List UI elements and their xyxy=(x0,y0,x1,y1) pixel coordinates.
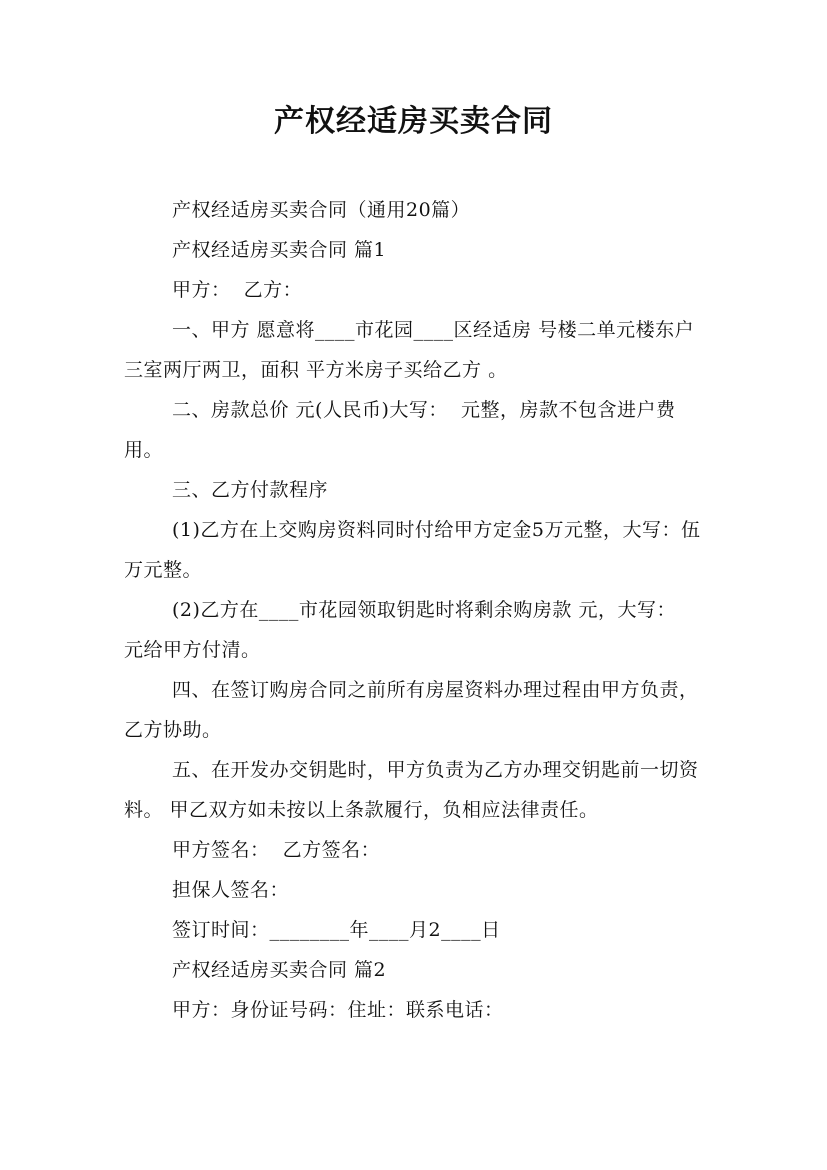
paragraph-party-a-info: 甲方：身份证号码：住址：联系电话： xyxy=(172,999,504,1021)
paragraph-signatures: 甲方签名： 乙方签名： xyxy=(172,839,381,861)
paragraph-clause-2: 二、房款总价 元(人民币)大写： 元整，房款不包含进户费用。 xyxy=(124,399,676,461)
document-body xyxy=(124,190,704,1030)
paragraph-signing-date: 签订时间：________年____月2____日 xyxy=(172,919,501,941)
paragraph-clause-1: 一、甲方 愿意将____市花园____区经适房 号楼二单元楼东户三室两厅两卫，面积 平方米房子买给乙方 。 xyxy=(124,319,695,381)
paragraph-clause-4: 四、在签订购房合同之前所有房屋资料办理过程由甲方负责，乙方协助。 xyxy=(124,679,699,741)
paragraph-section-heading-1: 产权经适房买卖合同 篇1 xyxy=(172,239,387,261)
paragraph-clause-3: 三、乙方付款程序 xyxy=(172,479,329,501)
paragraph-clause-3-item-2: (2)乙方在____市花园领取钥匙时将剩余购房款 元，大写： 元给甲方付清。 xyxy=(124,599,690,661)
paragraph-parties: 甲方： 乙方： xyxy=(172,279,303,301)
paragraph-clause-5: 五、在开发办交钥匙时，甲方负责为乙方办理交钥匙前一切资料。 甲乙双方如未按以上条款履行，负相应法律责任。 xyxy=(124,759,699,821)
document-title: 产权经适房买卖合同 xyxy=(274,104,553,139)
paragraph-clause-3-item-1: (1)乙方在上交购房资料同时付给甲方定金5万元整，大写：伍万元整。 xyxy=(124,519,701,581)
paragraph-section-heading-2: 产权经适房买卖合同 篇2 xyxy=(172,959,387,981)
paragraph-guarantor-signature: 担保人签名： xyxy=(172,879,290,901)
paragraph-subtitle: 产权经适房买卖合同（通用20篇） xyxy=(172,199,471,221)
